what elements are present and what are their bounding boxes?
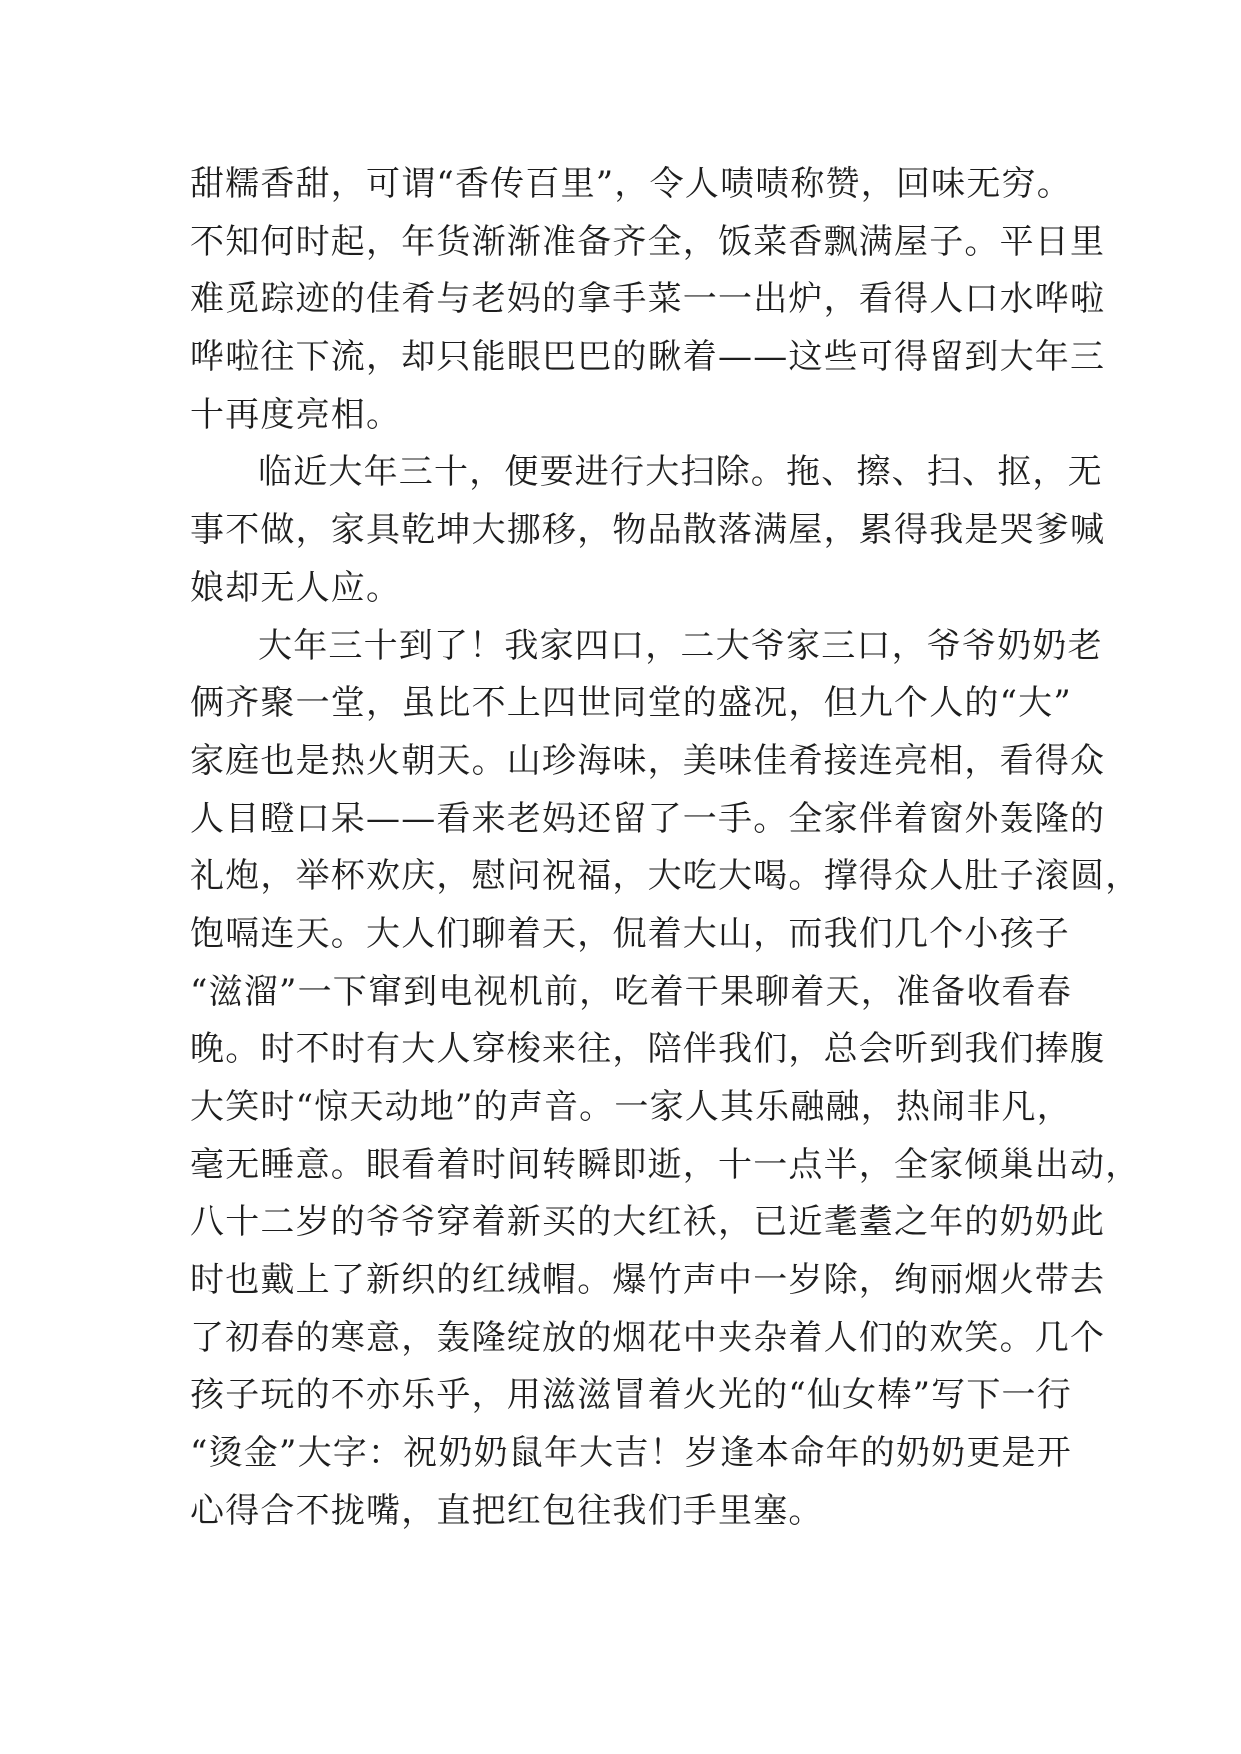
text-line: 毫无睡意。眼看着时间转瞬即逝，十一点半，全家倾巢出动， <box>190 1144 1141 1185</box>
text-line: 娘却无人应。 <box>190 567 402 608</box>
paragraph <box>190 156 1106 444</box>
text-line: 孩子玩的不亦乐乎，用滋滋冒着火光的“仙女棒”写下一行 <box>190 1375 1072 1416</box>
text-line: 礼炮，举杯欢庆，慰问祝福，大吃大喝。撑得众人肚子滚圆， <box>190 856 1141 897</box>
text-line: 甜糯香甜，可谓“香传百里”，令人啧啧称赞，回味无穷。 <box>190 164 1072 204</box>
text-line: 难觅踪迹的佳肴与老妈的拿手菜一一出炉，看得人口水哗啦 <box>190 279 1106 320</box>
text-line: 不知何时起，年货渐渐准备齐全，饭菜香飘满屋子。平日里 <box>190 221 1106 262</box>
body-text <box>190 156 1141 1541</box>
text-line: 十再度亮相。 <box>190 394 402 435</box>
text-line: 八十二岁的爷爷穿着新买的大红袄，已近耄耋之年的奶奶此 <box>190 1202 1106 1243</box>
text-line: 饱嗝连天。大人们聊着天，侃着大山，而我们几个小孩子 <box>190 913 1070 954</box>
paragraph <box>190 444 1106 617</box>
text-line: 心得合不拢嘴，直把红包往我们手里塞。 <box>190 1490 824 1531</box>
text-line: 临近大年三十，便要进行大扫除。拖、擦、扫、抠，无 <box>258 452 1103 493</box>
text-line: 事不做，家具乾坤大挪移，物品散落满屋，累得我是哭爹喊 <box>190 510 1106 551</box>
text-line: 人目瞪口呆——看来老妈还留了一手。全家伴着窗外轰隆的 <box>190 798 1106 839</box>
text-line: 时也戴上了新织的红绒帽。爆竹声中一岁除，绚丽烟火带去 <box>190 1260 1106 1301</box>
text-line: 俩齐聚一堂，虽比不上四世同堂的盛况，但九个人的“大” <box>190 683 1072 724</box>
text-line: 哗啦往下流，却只能眼巴巴的瞅着——这些可得留到大年三 <box>190 337 1106 378</box>
text-line: 大笑时“惊天动地”的声音。一家人其乐融融，热闹非凡， <box>190 1087 1072 1127</box>
paragraph <box>190 618 1141 1541</box>
text-line: 大年三十到了！我家四口，二大爷家三口，爷爷奶奶老 <box>258 625 1103 666</box>
text-line: “烫金”大字：祝奶奶鼠年大吉！岁逢本命年的奶奶更是开 <box>190 1433 1072 1474</box>
text-line: 家庭也是热火朝天。山珍海味，美味佳肴接连亮相，看得众 <box>190 740 1106 781</box>
text-line: “滋溜”一下窜到电视机前，吃着干果聊着天，准备收看春 <box>190 971 1072 1012</box>
text-line: 了初春的寒意，轰隆绽放的烟花中夹杂着人们的欢笑。几个 <box>190 1317 1106 1358</box>
text-line: 晚。时不时有大人穿梭来往，陪伴我们，总会听到我们捧腹 <box>190 1029 1106 1070</box>
